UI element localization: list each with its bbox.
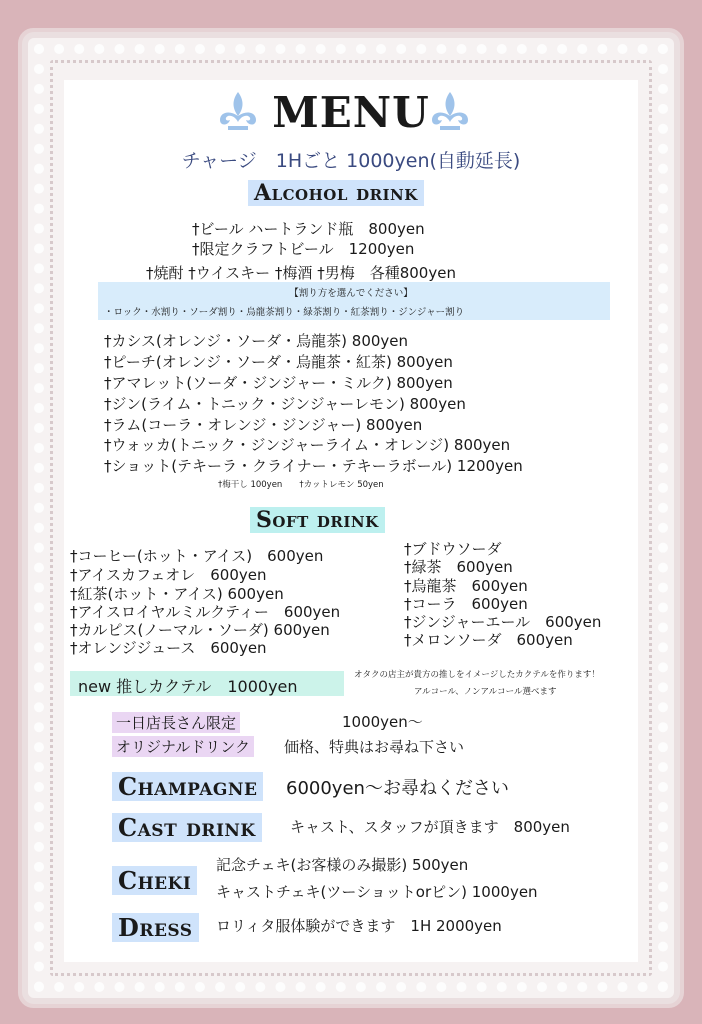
soft-drink-item: †コーヒー(ホット・アイス) 600yen (70, 547, 324, 565)
soft-drink-item: †コーラ 600yen (404, 595, 528, 613)
cast-drink-text: キャスト、スタッフが頂きます 800yen (290, 818, 570, 836)
dress-heading: Dress (112, 913, 199, 942)
oshi-cocktail-label: new 推しカクテル 1000yen (78, 677, 298, 696)
champagne-text: 6000yen〜お尋ねください (286, 778, 509, 799)
mix-options: ・ロック・水割り・ソーダ割り・烏龍茶割り・緑茶割り・紅茶割り・ジンジャー割り (104, 307, 465, 318)
cheki-item: 記念チェキ(お客様のみ撮影) 500yen (216, 856, 469, 874)
soft-drink-item: †カルピス(ノーマル・ソーダ) 600yen (70, 621, 330, 639)
soft-drink-item: †メロンソーダ 600yen (404, 631, 573, 649)
soft-drink-item: †烏龍茶 600yen (404, 577, 528, 595)
menu-title: MENU (272, 88, 430, 137)
manager-note: 価格、特典はお尋ね下さい (284, 738, 465, 756)
alcohol-heading: Alcohol drink (248, 180, 424, 206)
soft-drink-item: †紅茶(ホット・アイス) 600yen (70, 585, 284, 603)
oshi-note: オタクの店主が貴方の推しをイメージしたカクテルを作ります！ (354, 670, 600, 680)
soft-drink-item: †緑茶 600yen (404, 558, 513, 576)
cocktail-item: †ピーチ(オレンジ・ソーダ・烏龍茶・紅茶) 800yen (104, 353, 453, 371)
soft-drink-item: †アイスロイヤルミルクティー 600yen (70, 603, 341, 621)
cocktail-item: †アマレット(ソーダ・ジンジャー・ミルク) 800yen (104, 374, 453, 392)
champagne-heading: Champagne (112, 772, 263, 801)
manager-label: オリジナルドリンク (112, 736, 254, 757)
cocktail-item: †カシス(オレンジ・ソーダ・烏龍茶) 800yen (104, 332, 409, 350)
manager-price: 1000yen〜 (342, 713, 423, 731)
cocktail-item: †ジン(ライム・トニック・ジンジャーレモン) 800yen (104, 395, 466, 413)
cheki-item: キャストチェキ(ツーショットorピン) 1000yen (216, 883, 538, 901)
cocktail-item: †ショット(テキーラ・クライナー・テキーラボール) 1200yen (104, 457, 523, 475)
alcohol-item: †焼酎 †ウイスキー †梅酒 †男梅 各種800yen (146, 264, 456, 282)
oshi-note: アルコール、ノンアルコール選べます (414, 687, 557, 697)
cocktail-item: †ラム(コーラ・オレンジ・ジンジャー) 800yen (104, 416, 423, 434)
soft-drink-item: †アイスカフェオレ 600yen (70, 566, 267, 584)
extras-note: †梅干し 100yen †カットレモン 50yen (218, 480, 384, 490)
mix-title: 【割り方を選んでください】 (289, 288, 413, 299)
soft-drink-item: †ジンジャーエール 600yen (404, 613, 602, 631)
soft-drink-item: †ブドウソーダ (404, 540, 502, 558)
soft-drink-heading: Soft drink (250, 507, 385, 533)
dress-text: ロリィタ服体験ができます 1H 2000yen (216, 917, 502, 935)
charge-info: チャージ 1Hごと 1000yen(自動延長) (181, 150, 521, 172)
cocktail-item: †ウォッカ(トニック・ジンジャーライム・オレンジ) 800yen (104, 436, 511, 454)
alcohol-item: †限定クラフトビール 1200yen (192, 240, 415, 258)
cast-drink-heading: Cast drink (112, 813, 262, 842)
manager-label: 一日店長さん限定 (112, 712, 240, 733)
alcohol-item: †ビール ハートランド瓶 800yen (192, 220, 425, 238)
soft-drink-item: †オレンジジュース 600yen (70, 639, 267, 657)
cheki-heading: Cheki (112, 866, 197, 895)
